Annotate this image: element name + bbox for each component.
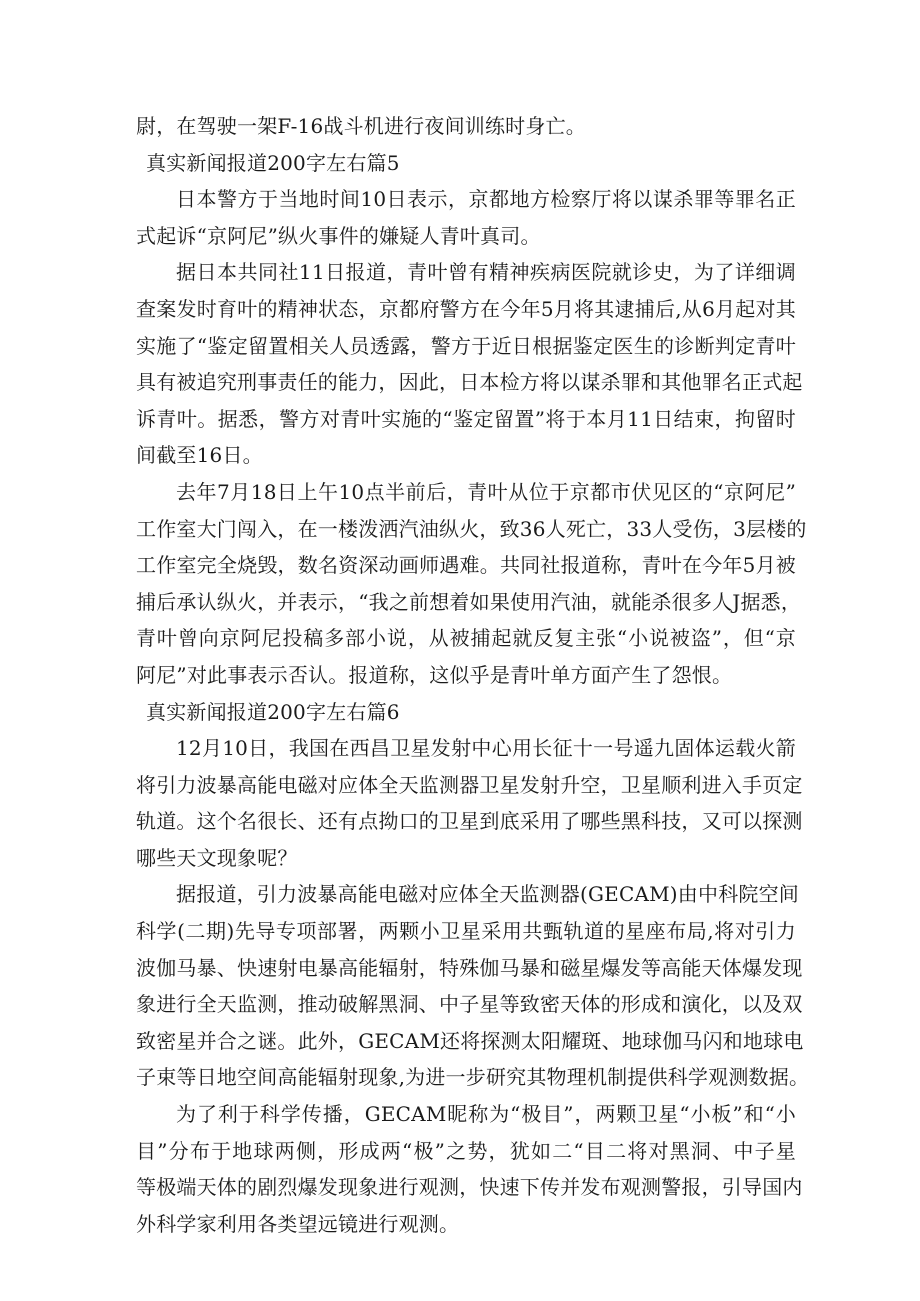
- paragraph-line: 尉，在驾驶一架F-16战斗机进行夜间训练时身亡。: [136, 114, 586, 138]
- paragraph-line: 查案发时育叶的精神状态，京都府警方在今年5月将其逮捕后,从6月起对其: [136, 296, 796, 321]
- paragraph-line: 阿尼”对此事表示否认。报道称，这似乎是青叶单方面产生了怨恨。: [136, 662, 733, 687]
- paragraph-line: 致密星并合之谜。此外，GECAM还将探测太阳耀斑、地球伽马闪和地球电: [136, 1028, 804, 1053]
- paragraph-line: 日本警方于当地时间10日表示，京都地方检察厅将以谋杀罪等罪名正: [176, 187, 796, 212]
- heading-text: 真实新闻报道200字左右篇5: [146, 150, 400, 175]
- paragraph-line: 据日本共同社11日报道，青叶曾有精神疾病医院就诊史，为了详细调: [176, 260, 796, 285]
- paragraph-line: 间截至16日。: [136, 443, 263, 468]
- paragraph: [136, 474, 807, 694]
- paragraph-line: 12月10日，我国在西昌卫星发射中心用长征十一号遥九固体运载火箭: [176, 736, 796, 761]
- paragraph-line: 实施了“鉴定留置相关人员透露，警方于近日根据鉴定医生的诊断判定青叶: [136, 333, 796, 358]
- paragraph-line: 为了利于科学传播，GECAM昵称为“极目”，两颗卫星“小板”和“小: [176, 1102, 796, 1127]
- paragraph-line: 波伽马暴、快速射电暴高能辐射，特殊伽马暴和磁星爆发等高能天体爆发现: [136, 955, 803, 980]
- paragraph-line: 外科学家利用各类望远镜进行观测。: [136, 1211, 460, 1236]
- paragraph-line: 目”分布于地球两侧，形成两“极”之势，犹如二“目二将对黑洞、中子星: [136, 1138, 796, 1163]
- section-heading: [136, 145, 796, 182]
- paragraph-line: 诉青叶。据悉，警方对青叶实施的“鉴定留置”将于本月11日结束，拘留时: [136, 406, 796, 431]
- paragraph: [136, 1096, 803, 1242]
- paragraph: [136, 876, 810, 1096]
- paragraph-line: 哪些天文现象呢？: [136, 845, 298, 870]
- paragraph: [136, 181, 796, 254]
- paragraph-line: 青叶曾向京阿尼投稿多部小说，从被捕起就反复主张“小说被盗”，但“京: [136, 626, 796, 651]
- paragraph-line: 象进行全天监测，推动破解黑洞、中子星等致密天体的形成和演化，以及双: [136, 992, 803, 1017]
- paragraph-line: 等极端天体的剧烈爆发现象进行观测，快速下传并发布观测警报，引导国内: [136, 1175, 803, 1200]
- document-body: [136, 108, 810, 1242]
- paragraph: [136, 254, 803, 474]
- paragraph-line: 将引力波暴高能电磁对应体全天监测器卫星发射升空，卫星顺利进入手页定: [136, 772, 803, 797]
- paragraph-line: 去年7月18日上午10点半前后，青叶从位于京都市伏见区的“京阿尼”: [176, 479, 796, 504]
- paragraph-line: 捕后承认纵火，并表示，“我之前想着如果使用汽油，就能杀很多人J据悉，: [136, 589, 802, 614]
- paragraph-line: 式起诉“京阿尼”纵火事件的嫌疑人青叶真司。: [136, 223, 541, 248]
- paragraph: [136, 730, 803, 876]
- paragraph-line: 工作室完全烧毁，数名资深动画师遇难。共同社报道称，青叶在今年5月被: [136, 553, 796, 578]
- paragraph-line: 具有被追究刑事责任的能力，因此，日本检方将以谋杀罪和其他罪名正式起: [136, 370, 803, 395]
- heading-text: 真实新闻报道200字左右篇6: [146, 699, 400, 724]
- paragraph-line: 工作室大门闯入，在一楼泼洒汽油纵火，致36人死亡，33人受伤，3层楼的: [136, 516, 807, 541]
- paragraph-line: 轨道。这个名很长、还有点拗口的卫星到底采用了哪些黑科技，又可以探测: [136, 809, 803, 834]
- paragraph-line: 据报道，引力波暴高能电磁对应体全天监测器(GECAM)由中科院空间: [176, 882, 800, 907]
- paragraph-line: 子束等日地空间高能辐射现象,为进一步研究其物理机制提供科学观测数据。: [136, 1065, 810, 1090]
- section-heading: [136, 694, 796, 731]
- paragraph: [136, 108, 796, 145]
- paragraph-line: 科学(二期)先导专项部署，两颗小卫星采用共甄轨道的星座布局,将对引力: [136, 919, 796, 944]
